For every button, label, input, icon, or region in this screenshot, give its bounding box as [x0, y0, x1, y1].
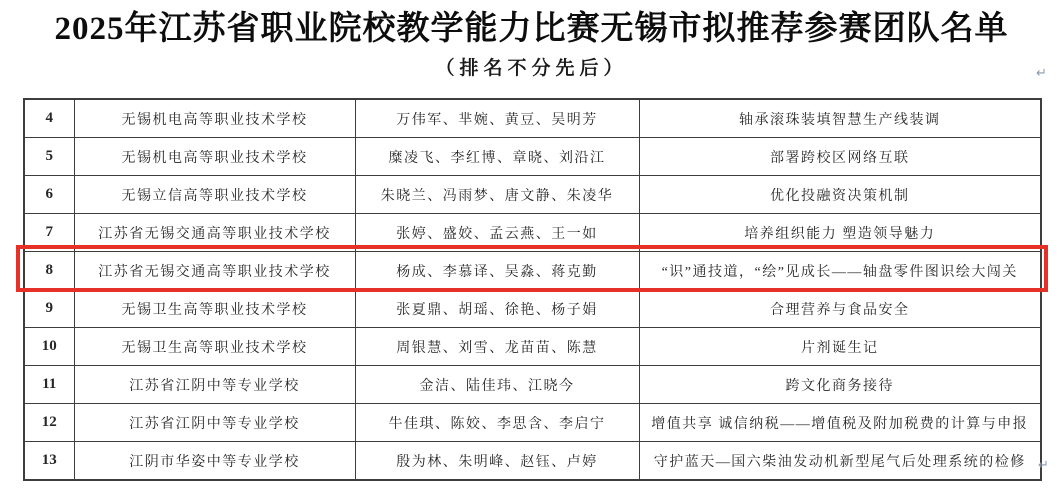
row-number-cell: 7 — [24, 214, 74, 252]
row-number-cell: 6 — [24, 176, 74, 214]
table-row — [24, 290, 1041, 328]
table-row — [24, 138, 1041, 176]
school-cell: 江阴市华姿中等专业学校 — [74, 442, 355, 481]
members-cell: 张婷、盛姣、孟云燕、王一如 — [355, 214, 639, 252]
project-cell: 培养组织能力 塑造领导魅力 — [639, 214, 1041, 252]
project-cell: 片剂诞生记 — [639, 328, 1041, 366]
project-cell: 合理营养与食品安全 — [639, 290, 1041, 328]
project-cell: “识”通技道，“绘”见成长——轴盘零件图识绘大闯关 — [639, 252, 1041, 290]
table-row — [24, 214, 1041, 252]
members-cell: 糜凌飞、李红博、章晓、刘沿江 — [355, 138, 639, 176]
school-cell: 无锡立信高等职业技术学校 — [74, 176, 355, 214]
members-cell: 牛佳琪、陈姣、李思含、李启宁 — [355, 404, 639, 442]
project-cell: 部署跨校区网络互联 — [639, 138, 1041, 176]
school-cell: 江苏省江阴中等专业学校 — [74, 366, 355, 404]
row-number-cell: 11 — [24, 366, 74, 404]
members-cell: 金洁、陆佳玮、江晓今 — [355, 366, 639, 404]
project-cell: 轴承滚珠装填智慧生产线装调 — [639, 99, 1041, 138]
members-cell: 殷为林、朱明峰、赵钰、卢婷 — [355, 442, 639, 481]
table-row-highlighted — [24, 252, 1041, 290]
team-roster-table — [23, 98, 1042, 481]
school-cell: 无锡机电高等职业技术学校 — [74, 138, 355, 176]
project-cell: 优化投融资决策机制 — [639, 176, 1041, 214]
row-number-cell: 13 — [24, 442, 74, 481]
school-cell: 江苏省无锡交通高等职业技术学校 — [74, 252, 355, 290]
row-number-cell: 10 — [24, 328, 74, 366]
members-cell: 杨成、李慕译、吴淼、蒋克勤 — [355, 252, 639, 290]
paragraph-mark-icon: ↵ — [1036, 66, 1047, 81]
row-number-cell: 8 — [24, 252, 74, 290]
members-cell: 朱晓兰、冯雨梦、唐文静、朱凌华 — [355, 176, 639, 214]
paragraph-mark-icon: ↵ — [1038, 458, 1049, 473]
members-cell: 万伟军、芈婉、黄豆、吴明芳 — [355, 99, 639, 138]
row-number-cell: 4 — [24, 99, 74, 138]
page-subtitle: （排名不分先后） — [435, 58, 628, 79]
project-cell: 守护蓝天—国六柴油发动机新型尾气后处理系统的检修 — [639, 442, 1041, 481]
row-number-cell: 12 — [24, 404, 74, 442]
table-row — [24, 442, 1041, 481]
table-row — [24, 99, 1041, 138]
school-cell: 江苏省无锡交通高等职业技术学校 — [74, 214, 355, 252]
table-row — [24, 404, 1041, 442]
table-row — [24, 176, 1041, 214]
project-cell: 跨文化商务接待 — [639, 366, 1041, 404]
school-cell: 江苏省江阴中等专业学校 — [74, 404, 355, 442]
school-cell: 无锡卫生高等职业技术学校 — [74, 328, 355, 366]
page-title: 2025年江苏省职业院校教学能力比赛无锡市拟推荐参赛团队名单 — [54, 11, 1009, 47]
school-cell: 无锡机电高等职业技术学校 — [74, 99, 355, 138]
project-cell: 增值共享 诚信纳税——增值税及附加税费的计算与申报 — [639, 404, 1041, 442]
row-number-cell: 9 — [24, 290, 74, 328]
school-cell: 无锡卫生高等职业技术学校 — [74, 290, 355, 328]
members-cell: 周银慧、刘雪、龙苗苗、陈慧 — [355, 328, 639, 366]
members-cell: 张夏鼎、胡瑶、徐艳、杨子娟 — [355, 290, 639, 328]
table-row — [24, 328, 1041, 366]
table-row — [24, 366, 1041, 404]
row-number-cell: 5 — [24, 138, 74, 176]
